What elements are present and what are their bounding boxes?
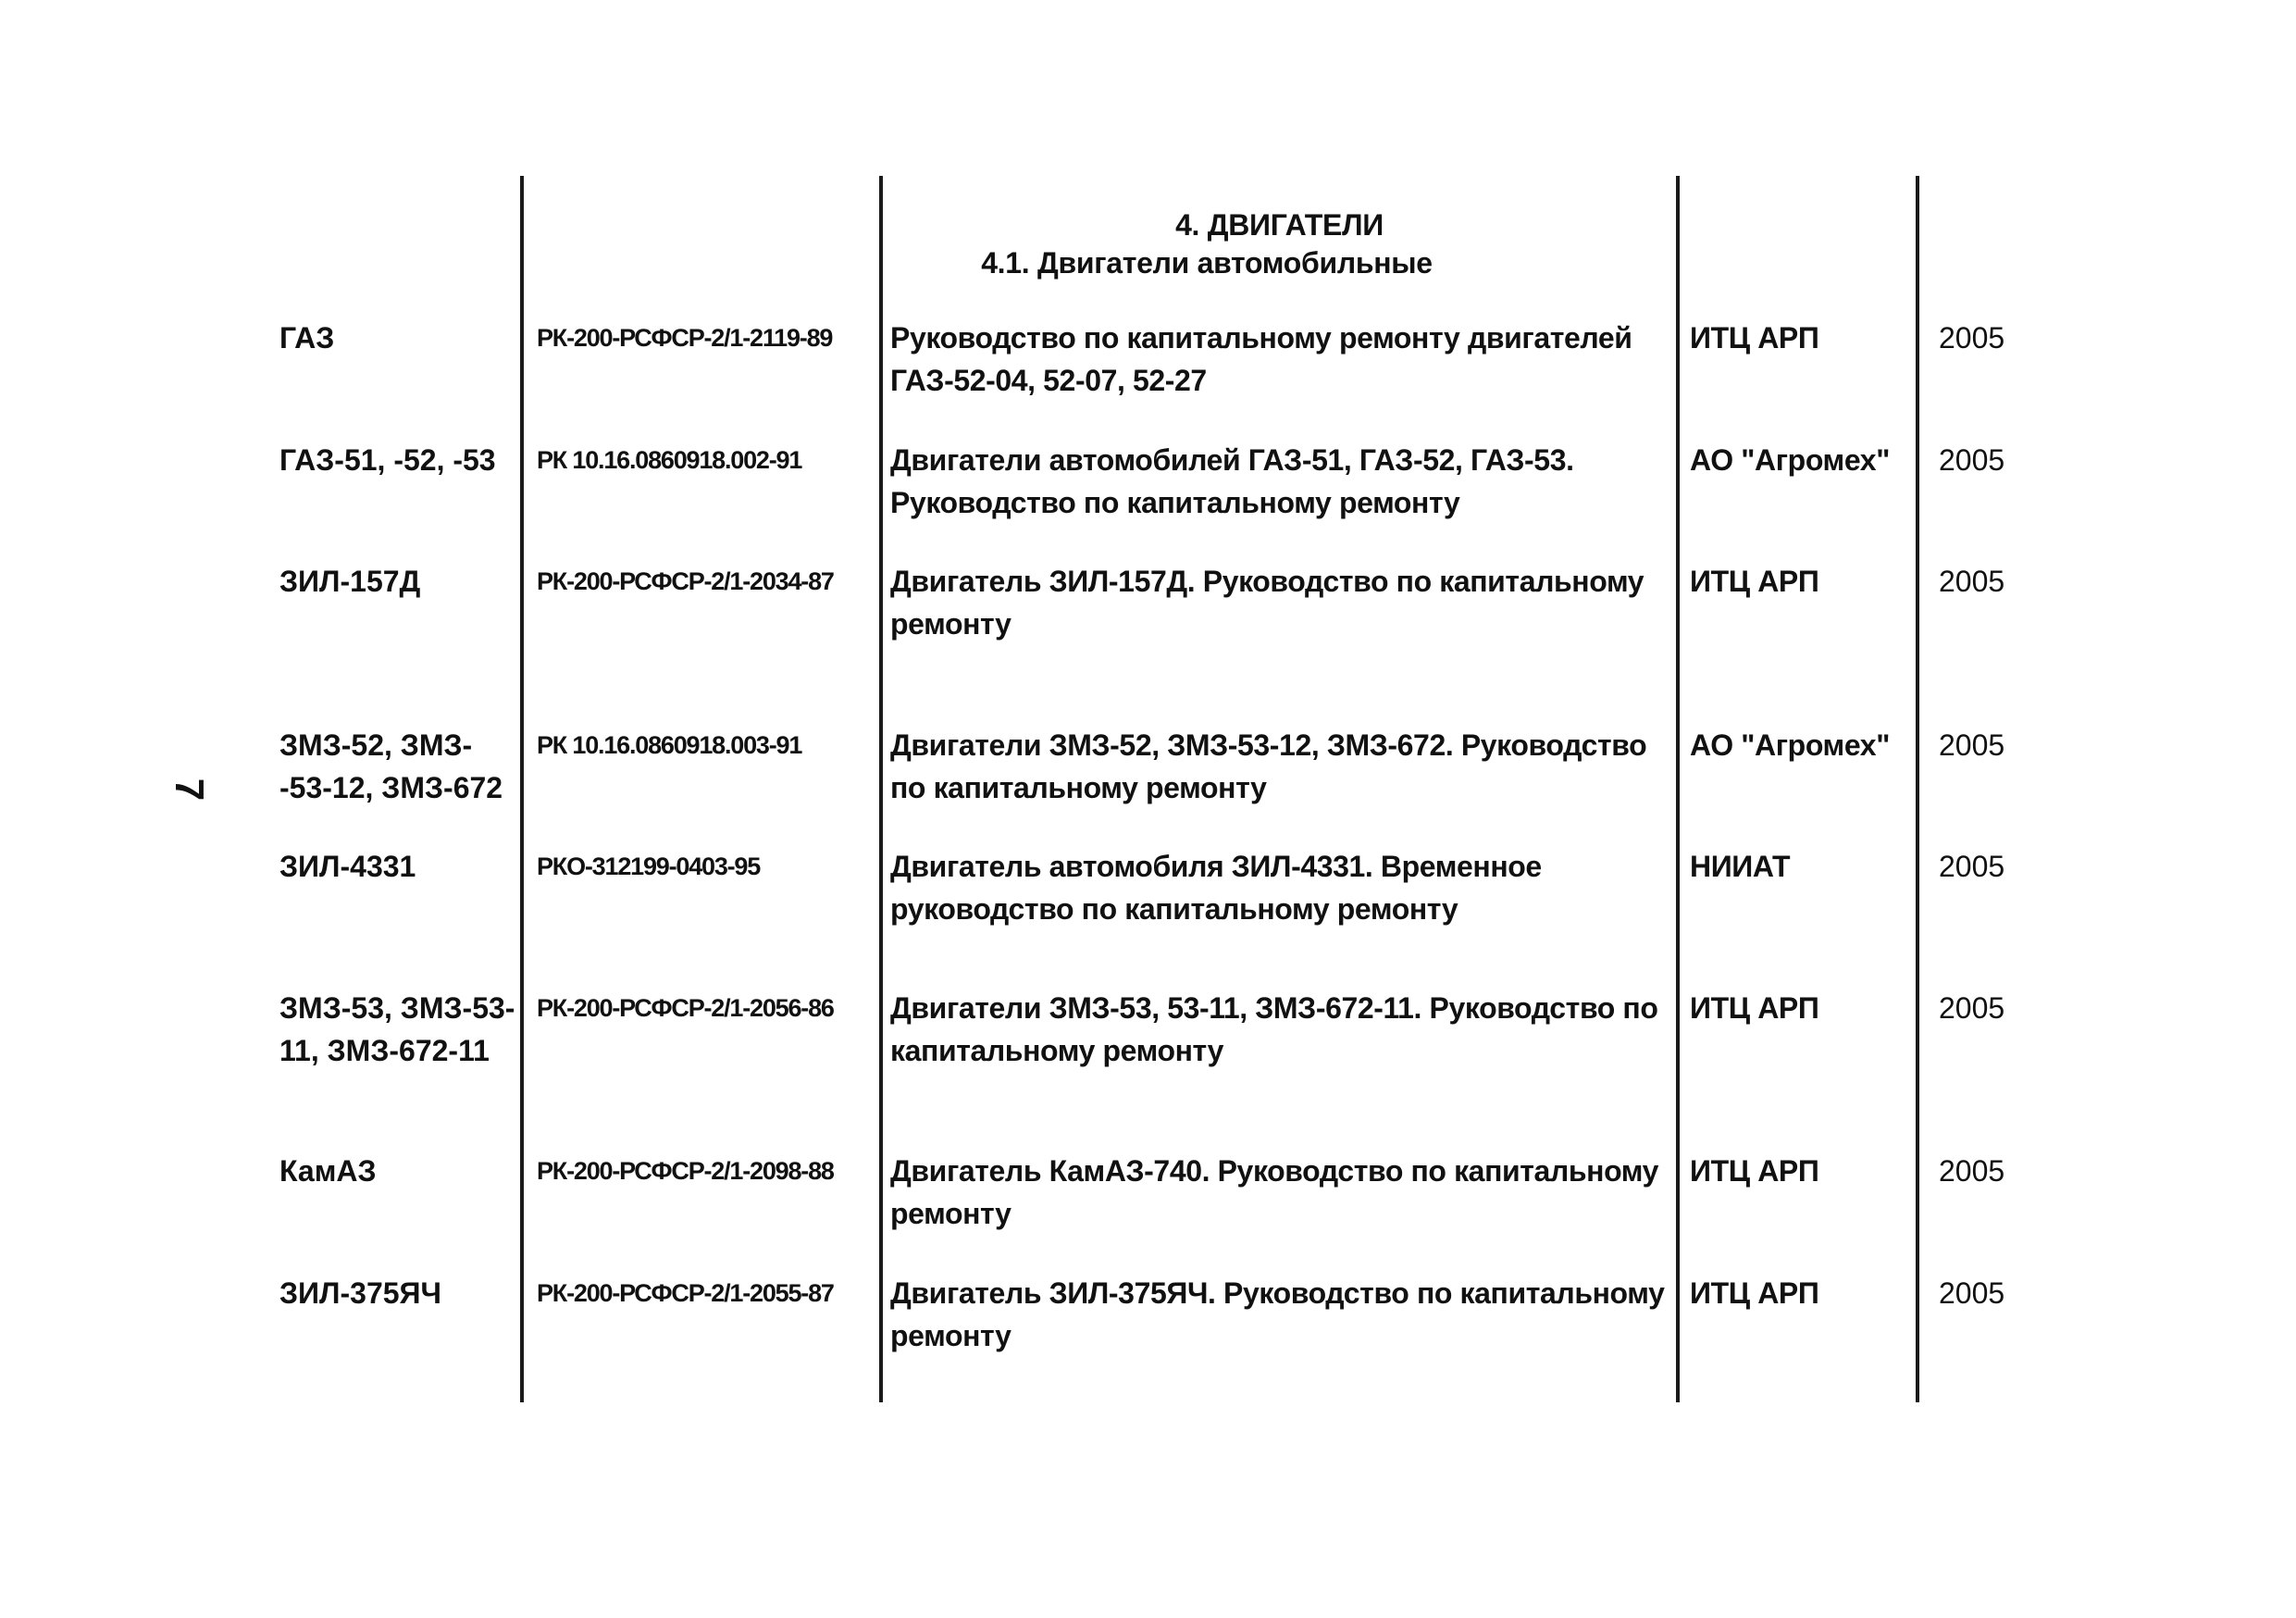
document-code-text: РК-200-РСФСР-2/1-2119-89 [537,324,833,352]
organization: ИТЦ АРП [1690,321,1819,355]
year: 2005 [1939,443,2005,477]
document-code [537,845,877,888]
document-title: Двигатели ЗМЗ-53, 53-11, ЗМЗ-672-11. Руководство по капитальному ремонту [890,991,1658,1067]
document-title: Двигатель КамАЗ-740. Руководство по капитальному ремонту [890,1154,1659,1230]
document-code [537,724,877,766]
document-code-text: РК 10.16.0860918.002-91 [537,446,802,474]
column-divider-3 [1676,176,1680,1402]
engine-model: ГАЗ-51, -52, -53 [279,443,496,477]
document-code [537,1150,877,1192]
organization: ИТЦ АРП [1690,991,1819,1025]
document-code [537,439,877,481]
engine-model: ГАЗ [279,321,335,355]
document-title: Двигатель ЗИЛ-157Д. Руководство по капитальному ремонту [890,565,1644,641]
document-code-text: РК-200-РСФСР-2/1-2056-86 [537,994,834,1022]
document-title: Двигатели ЗМЗ-52, ЗМЗ-53-12, ЗМЗ-672. Руководство по капитальному ремонту [890,728,1647,804]
document-title: Двигатель автомобиля ЗИЛ-4331. Временное руководство по капитальному ремонту [890,850,1542,926]
organization: ИТЦ АРП [1690,1154,1819,1188]
margin-page-mark: 7 [167,778,213,802]
document-code-text: РКО-312199-0403-95 [537,853,761,880]
year: 2005 [1939,728,2005,762]
year: 2005 [1939,991,2005,1025]
engine-model: ЗИЛ-157Д [279,565,421,598]
section-heading: 4. ДВИГАТЕЛИ [1175,208,1384,242]
organization: АО "Агромех" [1690,443,1890,477]
column-divider-1 [520,176,524,1402]
document-title: Двигатели автомобилей ГАЗ-51, ГАЗ-52, ГАЗ-53. Руководство по капитальному ремонту [890,443,1574,519]
engine-model: КамАЗ [279,1154,377,1188]
document-code-text: РК 10.16.0860918.003-91 [537,731,802,759]
document-code [537,1272,877,1314]
organization: ИТЦ АРП [1690,1276,1819,1310]
document-code-text: РК-200-РСФСР-2/1-2034-87 [537,567,834,595]
document-code-text: РК-200-РСФСР-2/1-2055-87 [537,1279,834,1307]
document-code [537,987,877,1029]
engine-model: ЗМЗ-52, ЗМЗ- -53-12, ЗМЗ-672 [279,728,503,804]
year: 2005 [1939,850,2005,883]
document-title: Руководство по капитальному ремонту двигателей ГАЗ-52-04, 52-07, 52-27 [890,321,1632,397]
document-code [537,317,877,359]
column-divider-4 [1916,176,1919,1402]
document-code-text: РК-200-РСФСР-2/1-2098-88 [537,1157,834,1185]
year: 2005 [1939,321,2005,355]
year: 2005 [1939,565,2005,598]
year: 2005 [1939,1276,2005,1310]
organization: ИТЦ АРП [1690,565,1819,598]
document-code [537,560,877,603]
engine-model: ЗИЛ-4331 [279,850,416,883]
organization: НИИАТ [1690,850,1791,883]
subsection-heading: 4.1. Двигатели автомобильные [981,246,1433,280]
organization: АО "Агромех" [1690,728,1890,762]
column-divider-2 [879,176,883,1402]
engine-model: ЗМЗ-53, ЗМЗ-53-11, ЗМЗ-672-11 [279,991,515,1067]
document-title: Двигатель ЗИЛ-375ЯЧ. Руководство по капитальному ремонту [890,1276,1665,1352]
engine-model: ЗИЛ-375ЯЧ [279,1276,442,1310]
year: 2005 [1939,1154,2005,1188]
